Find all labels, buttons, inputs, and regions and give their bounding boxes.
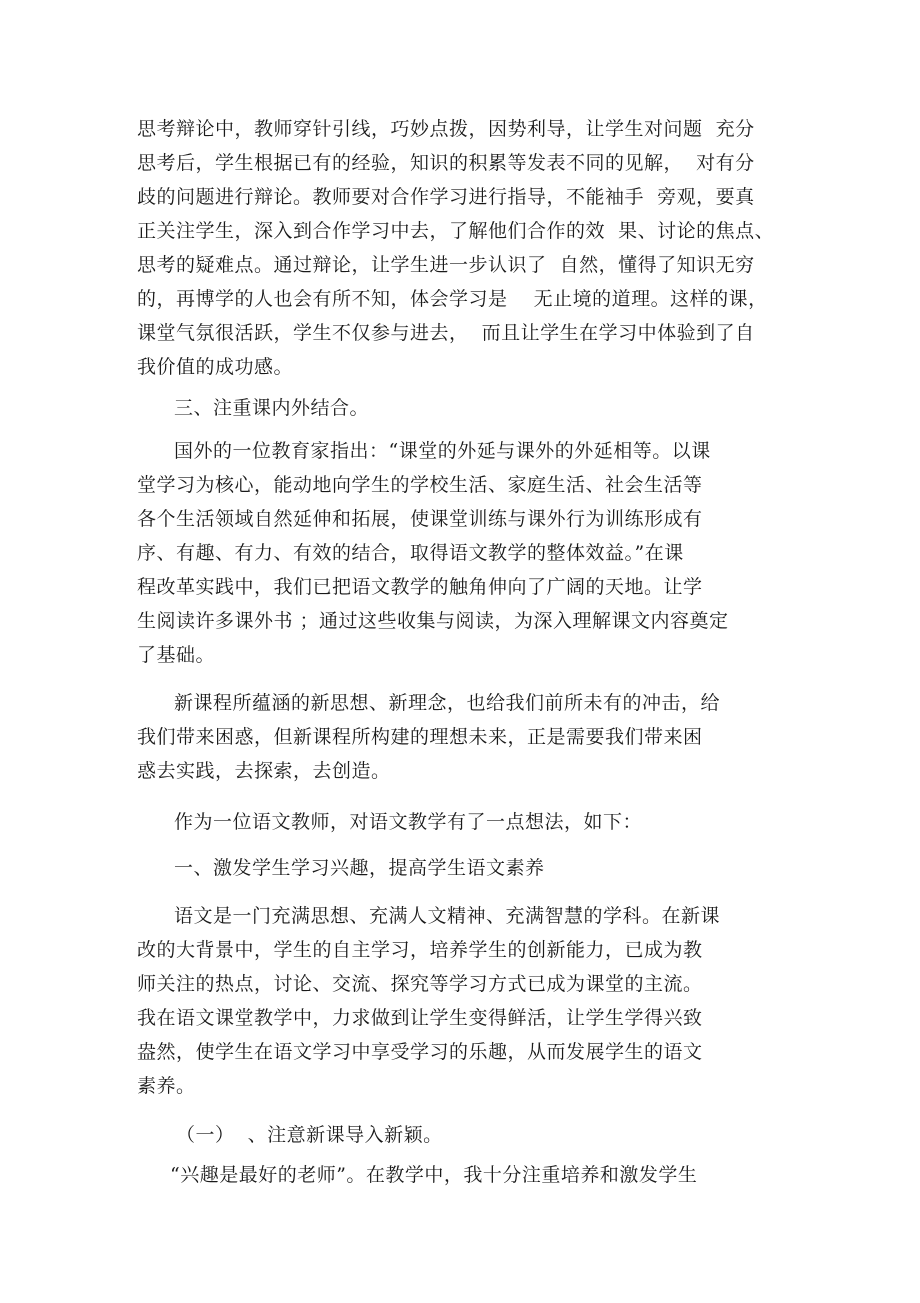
text-line: 序、有趣、有力、有效的结合，取得语文教学的整体效益。”在课 [137,542,684,564]
text-line: 素养。 [137,1075,196,1097]
text-line: 正关注学生，深入到合作学习中去，了解他们合作的效 果、讨论的焦点、 [137,220,775,242]
text-line: 国外的一位教育家指出：“课堂的外延与课外的外延相等。以课 [174,440,711,462]
text-line: 师关注的热点，讨论、交流、探究等学习方式已成为课堂的主流。 [137,973,703,995]
text-line: 的，再博学的人也会有所不知，体会学习是 无止境的道理。这样的课， [137,288,768,310]
subsection-heading: （一） 、注意新课导入新颖。 [176,1124,443,1146]
text-line: 各个生活领域自然延伸和拓展，使课堂训练与课外行为训练形成有 [137,508,703,530]
text-line: 生阅读许多课外书 ；通过这些收集与阅读，为深入理解课文内容奠定 [137,610,729,632]
text-line: 堂学习为核心，能动地向学生的学校生活、家庭生活、社会生活等 [137,474,703,496]
text-line: 思考辩论中，教师穿针引线，巧妙点拨，因势利导，让学生对问题 充分 [137,118,755,140]
text-line: 我在语文课堂教学中，力求做到让学生变得鲜活，让学生学得兴致 [137,1007,703,1029]
text-line: 我们带来困惑，但新课程所构建的理想未来，正是需要我们带来困 [137,726,703,748]
text-line: 程改革实践中，我们已把语文教学的触角伸向了广阔的天地。让学 [137,576,703,598]
text-line: 惑去实践，去探索，去创造。 [137,760,391,782]
text-line: 改的大背景中，学生的自主学习，培养学生的创新能力，已成为教 [137,939,703,961]
text-line: 课堂气氛很活跃，学生不仅参与进去， 而且让学生在学习中体验到了自 [137,322,755,344]
text-line: 我价值的成功感。 [137,356,294,378]
text-line: 思考后，学生根据已有的经验，知识的积累等发表不同的见解， 对有分 [137,152,755,174]
section-heading: 三、注重课内外结合。 [174,397,370,419]
text-line: 作为一位语文教师，对语文教学有了一点想法，如下： [174,811,643,833]
text-line: 歧的问题进行辩论。教师要对合作学习进行指导，不能袖手 旁观，要真 [137,186,755,208]
text-line: “兴趣是最好的老师”。在教学中，我十分注重培养和激发学生 [170,1164,698,1186]
text-line: 新课程所蕴涵的新思想、新理念，也给我们前所未有的冲击，给 [174,692,721,714]
text-line: 思考的疑难点。通过辩论，让学生进一步认识了 自然，懂得了知识无穷 [137,254,755,276]
text-line: 盎然，使学生在语文学习中享受学习的乐趣，从而发展学生的语文 [137,1041,703,1063]
section-heading: 一、激发学生学习兴趣，提高学生语文素养 [174,857,545,879]
text-line: 语文是一门充满思想、充满人文精神、充满智慧的学科。在新课 [174,905,721,927]
text-line: 了基础。 [137,644,216,666]
